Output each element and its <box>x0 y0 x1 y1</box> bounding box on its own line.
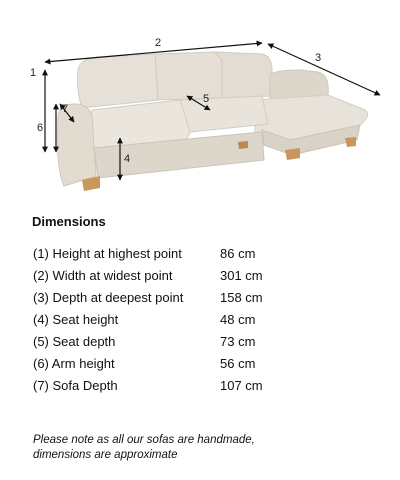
table-row <box>33 374 290 396</box>
sofa-shape <box>58 52 368 191</box>
row-label: (4) Seat height <box>33 311 119 327</box>
marker-3: 3 <box>315 52 322 64</box>
row-label: (6) Arm height <box>33 355 115 371</box>
row-value: 86 cm <box>220 245 256 261</box>
sofa-illustration <box>0 0 400 210</box>
marker-6: 6 <box>37 122 44 134</box>
row-value: 73 cm <box>220 333 256 349</box>
table-row <box>33 330 290 352</box>
marker-1: 1 <box>30 67 37 79</box>
table-row <box>33 286 290 308</box>
row-label: (5) Seat depth <box>33 333 116 349</box>
marker-7: 7 <box>62 103 69 115</box>
marker-5: 5 <box>203 93 210 105</box>
sofa-dimension-diagram <box>0 0 400 210</box>
row-value: 158 cm <box>220 289 263 305</box>
marker-4: 4 <box>124 153 131 165</box>
row-label: (1) Height at highest point <box>33 245 182 261</box>
dimensions-table <box>33 242 290 396</box>
table-row <box>33 242 290 264</box>
table-row <box>33 264 290 286</box>
row-label: (3) Depth at deepest point <box>33 289 184 305</box>
row-value: 301 cm <box>220 267 263 283</box>
row-value: 48 cm <box>220 311 256 327</box>
row-value: 107 cm <box>220 377 263 393</box>
table-row <box>33 308 290 330</box>
marker-2: 2 <box>155 37 162 49</box>
table-row <box>33 352 290 374</box>
dimensions-heading: Dimensions <box>32 214 106 229</box>
row-label: (7) Sofa Depth <box>33 377 118 393</box>
handmade-note <box>33 433 373 463</box>
note-line-2: dimensions are approximate <box>33 449 178 461</box>
row-value: 56 cm <box>220 355 256 371</box>
note-line-1: Please note as all our sofas are handmade, <box>33 434 255 446</box>
row-label: (2) Width at widest point <box>33 267 173 283</box>
